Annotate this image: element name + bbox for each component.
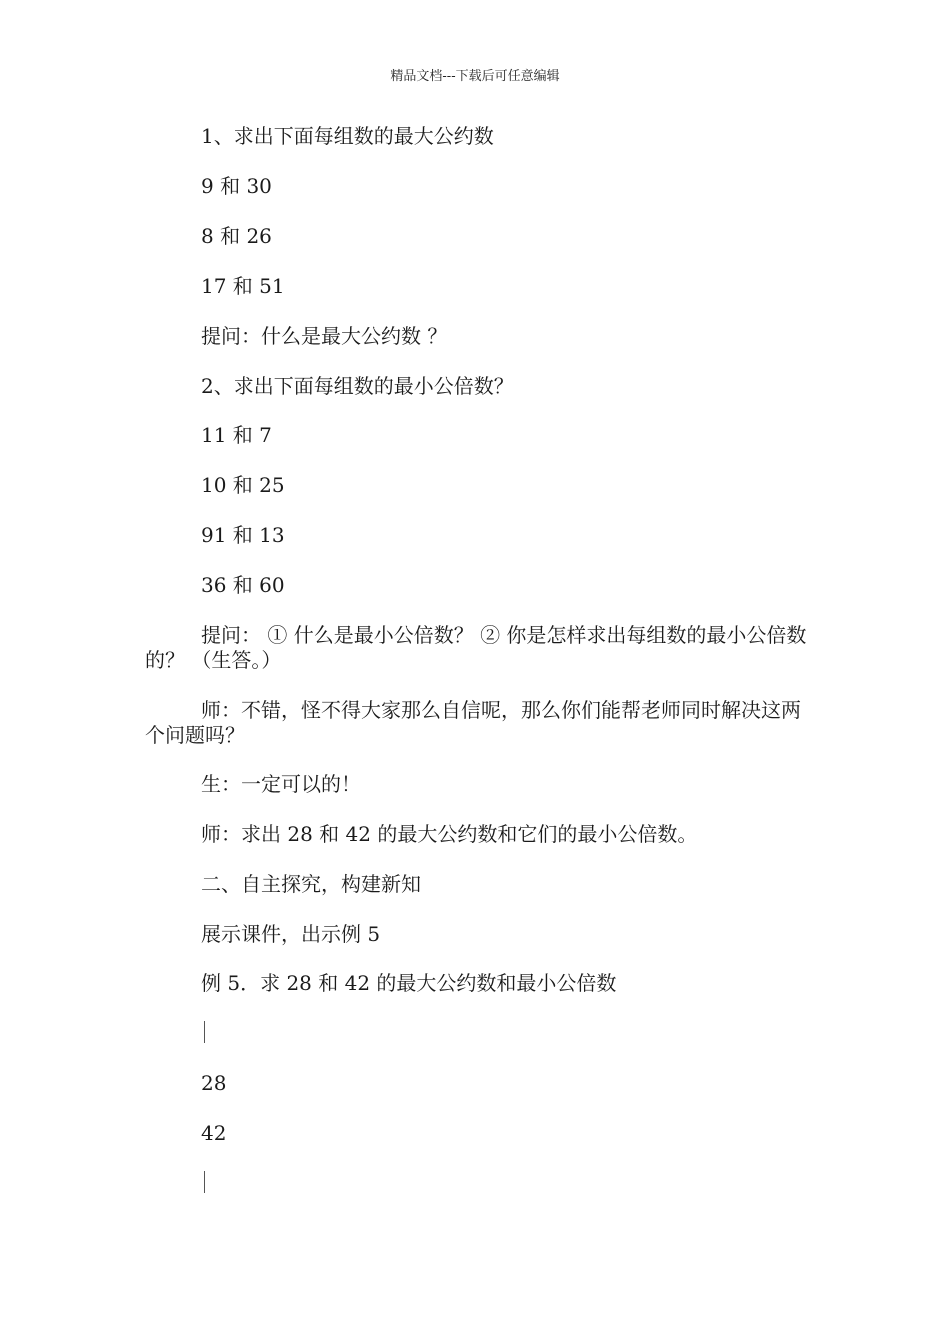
paragraph: 11 和 7 xyxy=(201,423,272,447)
paragraph: 8 和 26 xyxy=(201,224,272,248)
paragraph: 展示课件，出示例 5 xyxy=(201,922,381,946)
paragraph: 提问：什么是最大公约数 ？ xyxy=(201,324,448,348)
paragraph: 28 xyxy=(201,1071,227,1095)
vertical-divider xyxy=(204,1171,205,1193)
paragraph: 36 和 60 xyxy=(201,573,285,597)
paragraph: 1、求出下面每组数的最大公约数 xyxy=(201,124,494,148)
paragraph: 生：一定可以的！ xyxy=(201,772,361,796)
paragraph: 师：求出 28 和 42 的最大公约数和它们的最小公倍数。 xyxy=(201,822,698,846)
paragraph: 91 和 13 xyxy=(201,523,285,547)
paragraph: 师：不错，怪不得大家那么自信呢，那么你们能帮老师同时解决这两个问题吗？ xyxy=(145,698,801,747)
paragraph: 17 和 51 xyxy=(201,274,285,298)
paragraph: 2、求出下面每组数的最小公倍数？ xyxy=(201,374,514,398)
paragraph: 42 xyxy=(201,1121,227,1145)
paragraph: 提问： ① 什么是最小公倍数？ ② 你是怎样求出每组数的最小公倍数的？ （生答。） xyxy=(145,623,807,672)
paragraph: 例 5．求 28 和 42 的最大公约数和最小公倍数 xyxy=(201,971,617,995)
paragraph: 9 和 30 xyxy=(201,174,272,198)
paragraph: 二、自主探究，构建新知 xyxy=(201,872,421,896)
vertical-divider xyxy=(204,1021,205,1043)
paragraph: 10 和 25 xyxy=(201,473,285,497)
page-header: 精品文档---下载后可任意编辑 xyxy=(390,69,560,84)
